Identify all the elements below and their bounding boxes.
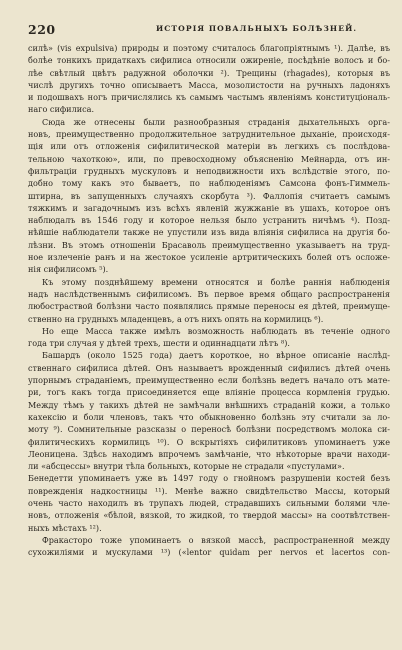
text-line: силѣ» (vis expulsiva) природы и поэтому считалось благопріятнымъ ¹). Далѣе, въ (28, 43, 390, 53)
text-line: фильтраціи грудныхъ мускуловъ и неподвижности ихъ вслѣдствіе этого, по- (28, 165, 390, 176)
text-line: новъ, отложенія «бѣлой, вязкой, то жидкой, то твердой массы» на соотвѣтствен- (28, 510, 390, 521)
page-header (28, 22, 388, 42)
text-line: наго сифилиса. (28, 104, 95, 115)
text-line: нѣйшіе наблюдатели также не упустили изъ вида вліянія сифилиса на другія бо- (28, 227, 390, 238)
text-line: моту ⁹). Сомнительные разсказы о переносѣ болѣзни посредствомъ молока си- (28, 424, 390, 435)
body-text (28, 42, 390, 558)
text-line: надъ наслѣдственнымъ сифилисомъ. Въ первое время общаго распространенія (28, 288, 390, 299)
text-line: наблюдалъ въ 1546 году и которое нельзя было устранить ничѣмъ ⁴). Позд- (28, 215, 390, 226)
text-line: тельною чахоткою», или, по превосходному объясненію Мейнарда, отъ ин- (28, 153, 390, 164)
text-line: очень часто находилъ въ трупахъ людей, страдавшихъ сильными болями чле- (28, 497, 390, 508)
text-line: щія или отъ отложенія сифилитической матеріи въ легкихъ съ послѣдова- (28, 141, 390, 152)
text-line: поврежденія надкостницы ¹¹). Менѣе важно свидѣтельство Массы, который (28, 485, 390, 496)
text-line: добно тому какъ это бываетъ, по наблюденіямъ Самсона фонъ-Гиммель- (28, 178, 390, 189)
text-line: любостраствой болѣзни часто появлялись прямые переносы ея дѣтей, преимуще- (28, 301, 390, 312)
text-line: Къ этому позднѣйшему времени относятся и болѣе раннія наблюденія (42, 276, 390, 287)
text-line: ли «абсцессы» внутри тѣла больныхъ, которые не страдали «пустулами». (28, 461, 345, 472)
text-line: лѣе свѣтлый цвѣтъ радужной оболочки ²). Трещины (rhagades), которыя въ (28, 67, 390, 78)
text-line: штирна, въ запущенныхъ случаяхъ скорбута ³). Фаллопія считаетъ самымъ (28, 190, 390, 201)
page-number: 220 (28, 22, 56, 37)
text-line: тяжкимъ и загадочнымъ изъ всѣхъ явленій жужжаніе въ ушахъ, которое онъ (28, 202, 390, 213)
text-line: упорнымъ страданіемъ, преимущественно если болѣзнь ведетъ начало отъ мате- (28, 375, 390, 386)
text-line: болѣе тонкихъ придаткахъ сифилиса относили ожиреніе, посѣдѣніе волосъ и бо- (28, 55, 390, 66)
text-line: нія сифилисомъ ⁵). (28, 264, 109, 275)
text-line: филитическихъ кормилицъ ¹⁰). О вскрытіяхъ сифилитиковъ упоминаетъ уже (28, 436, 390, 447)
text-line: и подошвахъ ногъ причислялись къ самымъ частымъ явленіямъ конституціональ- (28, 92, 390, 103)
text-line: Фракасторо тоже упоминаетъ о вязкой массѣ, распространенной между (42, 534, 390, 545)
text-line: Бенедетти упоминаетъ уже въ 1497 году о гнойномъ разрушеніи костей безъ (28, 473, 390, 484)
text-line: Сюда же отнесены были разнообразныя страданія дыхательныхъ орга- (42, 116, 390, 127)
text-line: ное излеченіе ранъ и на жестокое усиленіе артритическихъ болей отъ осложе- (28, 252, 390, 263)
text-line: ственнаго сифилиса дѣтей. Онъ называетъ врожденный сифилисъ дѣтей очень (28, 362, 390, 373)
text-line: кахексію и боли членовъ, такъ что обыкновенно болѣзнь эту считали за ло- (28, 411, 390, 422)
text-line: ственно на грудныхъ младенцевъ, а отъ нихъ опять на кормилицъ ⁶). (28, 313, 324, 324)
text-line: года три случая у дѣтей трехъ, шести и одиннадцати лѣтъ ⁸). (28, 338, 290, 349)
text-line: Башардъ (около 1525 года) даетъ короткое, но вѣрное описаніе наслѣд- (42, 350, 390, 361)
text-line: ри, тогъ какъ тогда присоединяется еще вліяніе процесса кормленія грудью. (28, 387, 390, 398)
text-line: лѣзни. Въ этомъ отношеніи Брасаволь преимущественно указываетъ на труд- (28, 239, 390, 250)
text-line: ныхъ мѣстахъ ¹²). (28, 522, 102, 533)
running-head: ИСТОРІЯ ПОВАЛЬНЫХЪ БОЛѢЗНЕЙ. (156, 24, 358, 33)
text-line: Леоницена. Здѣсь находимъ впрочемъ замѣчаніе, что нѣкоторые врачи находи- (28, 448, 390, 459)
text-line: Между тѣмъ у такихъ дѣтей не замѣчали внѣшнихъ страданій кожи, а только (28, 399, 390, 410)
text-line: Но еще Масса также имѣлъ возможность наблюдать въ теченіе одного (42, 325, 390, 336)
text-line: новъ, преимущественно продолжительное затруднительное дыханіе, происходя- (28, 129, 390, 140)
text-line: сухожиліями и мускулами ¹³) («lentor quidam per nervos et lacertos con- (28, 547, 390, 558)
text-line: числѣ другихъ точно описываетъ Масса, мозолистости на ручныхъ ладоняхъ (28, 79, 390, 90)
